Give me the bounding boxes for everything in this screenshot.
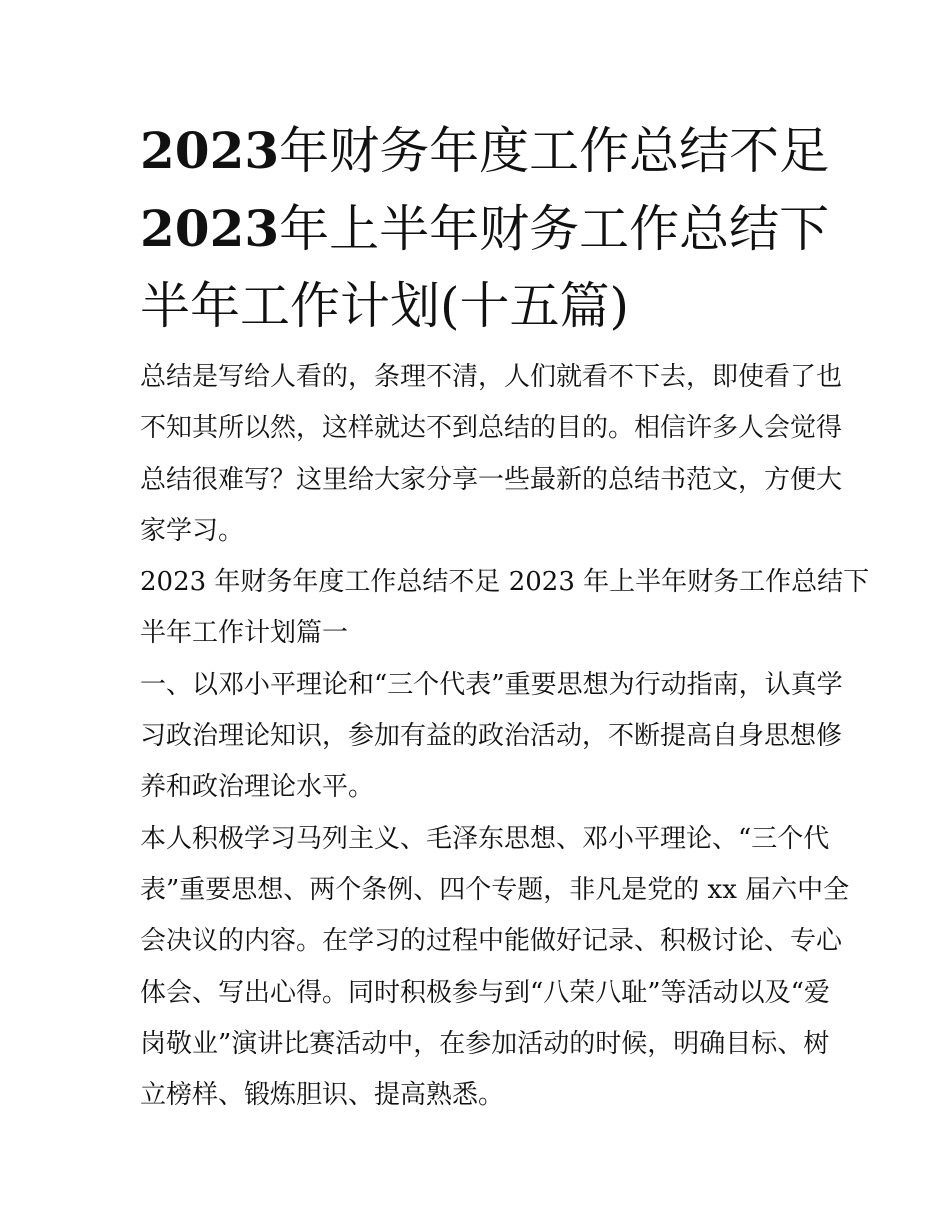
text-line: 总结是写给人看的，条理不清，人们就看不下去，即使看了也 [140, 362, 843, 392]
text-line: 2023 年财务年度工作总结不足 2023 年上半年财务工作总结下 [140, 567, 870, 598]
text-line: 体会、写出心得。同时积极参与到“八荣八耻”等活动以及“爱 [140, 977, 830, 1008]
title-year: 2023 [140, 199, 280, 258]
text-line: 表”重要思想、两个条例、四个专题，非凡是党的 xx 届六中全 [140, 874, 850, 905]
intro-paragraph [140, 352, 843, 557]
document-title [140, 112, 830, 345]
study-paragraph [140, 814, 850, 1122]
text-line: 一、以邓小平理论和“三个代表”重要思想为行动指南，认真学 [140, 669, 843, 700]
text-line: 不知其所以然，这样就达不到总结的目的。相信许多人会觉得 [140, 413, 843, 444]
document-body [140, 352, 870, 1121]
title-line-2 [140, 190, 830, 268]
text-line: 家学习。 [140, 515, 245, 546]
title-line-3: 半年工作计划(十五篇) [140, 277, 630, 335]
text-line: 总结很难写？这里给大家分享一些最新的总结书范文，方便大 [140, 464, 843, 495]
text-line: 岗敬业”演讲比赛活动中，在参加活动的时候，明确目标、树 [140, 1028, 830, 1059]
title-line-1 [140, 112, 830, 190]
text-line: 会决议的内容。在学习的过程中能做好记录、积极讨论、专心 [140, 926, 843, 957]
text-line: 养和政治理论水平。 [140, 772, 375, 803]
point-one-paragraph [140, 660, 843, 814]
text-line: 半年工作计划篇一 [140, 618, 349, 649]
text-line: 立榜样、锻炼胆识、提高熟悉。 [140, 1080, 505, 1111]
text-line: 本人积极学习马列主义、毛泽东思想、邓小平理论、“三个代 [140, 823, 830, 854]
title-text: 年上半年财务工作总结下 [279, 200, 830, 258]
title-year: 2023 [140, 121, 280, 180]
title-text: 年财务年度工作总结不足 [279, 122, 830, 180]
section-heading [140, 557, 870, 660]
text-line: 习政治理论知识，参加有益的政治活动，不断提高自身思想修 [140, 721, 843, 752]
